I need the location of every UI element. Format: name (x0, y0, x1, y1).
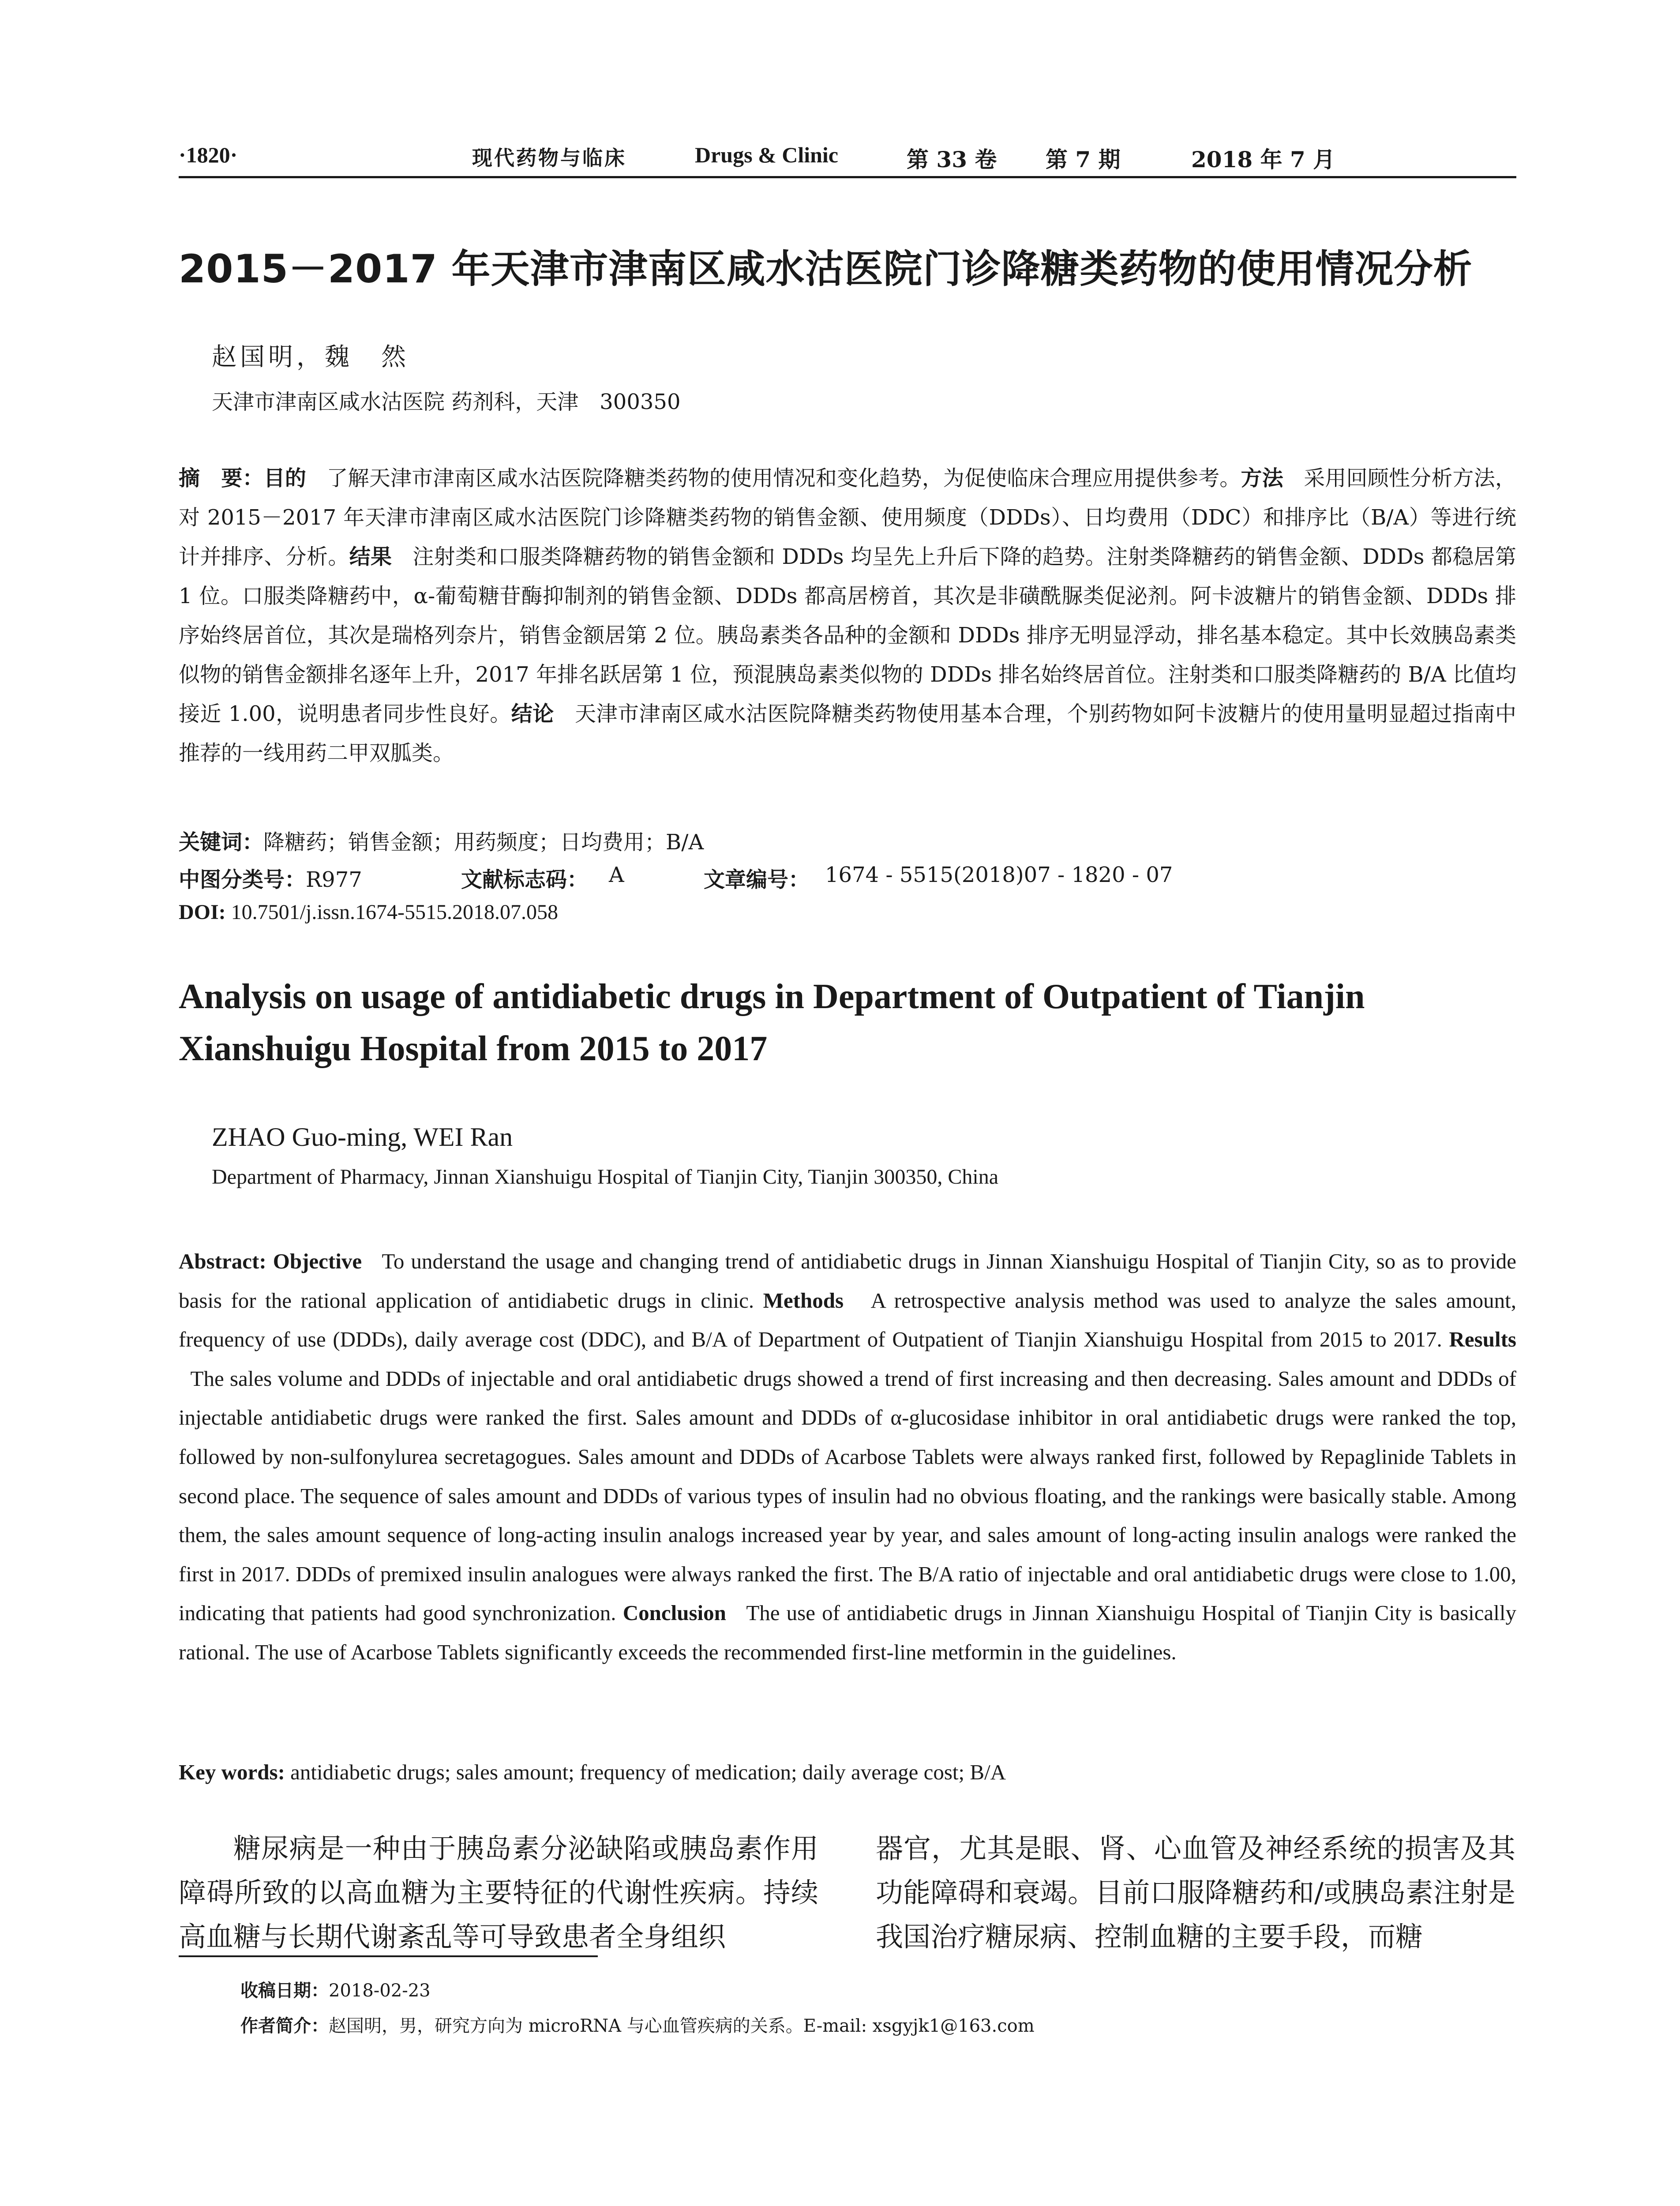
abstract-cn-methods: 采用回顾性分析方法，对 2015－2017 年天津市津南区咸水沽医院门诊降糖类药物的销售金额、使用频度（DDDs）、日均费用（DDC）和排序比（B/A）等进行统计并排序、分析。 (179, 466, 1516, 569)
journal-issue: 第 7 期 (1046, 146, 1121, 173)
journal-date: 2018 年 7 月 (1191, 146, 1335, 173)
running-header (179, 140, 1516, 176)
footnote-received (240, 1977, 431, 2002)
journal-volume: 第 33 卷 (907, 146, 997, 173)
journal-name-en: Drugs & Clinic (695, 143, 838, 167)
abstract-en-objective-label: Objective (273, 1249, 362, 1273)
abstract-en (179, 1242, 1516, 1672)
received-date: 2018-02-23 (329, 1981, 431, 2001)
doc-code-value: A (609, 863, 624, 887)
abstract-cn-objective: 了解天津市津南区咸水沽医院降糖类药物的使用情况和变化趋势，为促使临床合理应用提供参考。 (326, 466, 1241, 491)
clc-value: R977 (306, 867, 362, 892)
abstract-en-methods: A retrospective analysis method was used to analyze the sales amount, frequency of use (DDDs), daily average cost (DDC), and B/A of Department of Outpatient of Tianjin Xianshuigu Hospital from 2015 to 2017. (179, 1288, 1516, 1352)
authors-cn: 赵国明，魏 然 (212, 343, 409, 371)
abstract-cn-conclusion-label: 结论 (511, 702, 554, 726)
body-column-left: 糖尿病是一种由于胰岛素分泌缺陷或胰岛素作用障碍所致的以高血糖为主要特征的代谢性疾病。持续高血糖与长期代谢紊乱等可导致患者全身组织 (179, 1832, 818, 1953)
abstract-en-conclusion: The use of antidiabetic drugs in Jinnan Xianshuigu Hospital of Tianjin City is basically rational. The use of Acarbose Tablets significantly exceeds the recommended first-line metformin in the guidelines. (179, 1601, 1517, 1664)
abstract-cn-label: 摘 要： (179, 466, 264, 491)
keywords-cn (179, 825, 1516, 855)
journal-name-cn: 现代药物与临床 (472, 146, 626, 170)
abstract-cn-conclusion: 天津市津南区咸水沽医院降糖类药物使用基本合理，个别药物如阿卡波糖片的使用量明显超过指南中推荐的一线用药二甲双胍类。 (179, 702, 1516, 765)
doi-line (179, 900, 1516, 924)
keywords-en (179, 1760, 1516, 1785)
abstract-cn-objective-label: 目的 (263, 466, 307, 491)
abstract-en-conclusion-label: Conclusion (622, 1601, 726, 1625)
keywords-cn-label: 关键词： (179, 830, 264, 855)
abstract-en-results: The sales volume and DDDs of injectable and oral antidiabetic drugs showed a trend of first increasing and then decreasing. Sales amount and DDDs of injectable antidiabetic drugs were ranked the first. Sales amount and DDDs of α-glucosidase inhibitor in oral antidiabetic drugs were ranked the top, followed by non-sulfonylurea secretagogues. Sales amount and DDDs of Acarbose Tablets were always ranked first, followed by Repaglinide Tablets in second place. The sequence of sales amount and DDDs of various types of insulin had no obvious floating, and the rankings were basically stable. Among them, the sales amount sequence of long-acting insulin analogs increased year by year, and sales amount of long-acting insulin analogs were ranked the first in 2017. DDDs of premixed insulin analogues were always ranked the first. The B/A ratio of injectable and oral antidiabetic drugs were close to 1.00, indicating that patients had good synchronization. (179, 1366, 1516, 1625)
abstract-cn-methods-label: 方法 (1241, 466, 1283, 491)
paper-title-cn: 2015－2017 年天津市津南区咸水沽医院门诊降糖类药物的使用情况分析 (179, 246, 1473, 292)
keywords-cn-value: 降糖药；销售金额；用药频度；日均费用；B/A (263, 830, 704, 855)
received-label: 收稿日期： (240, 1981, 329, 2001)
abstract-cn (179, 459, 1516, 773)
doi-value[interactable]: 10.7501/j.issn.1674-5515.2018.07.058 (231, 900, 559, 924)
footnote-author (240, 2012, 1035, 2037)
header-rule (179, 176, 1516, 178)
article-number-label: 文章编号： (704, 867, 810, 892)
abstract-cn-results: 注射类和口服类降糖药物的销售金额和 DDDs 均呈先上升后下降的趋势。注射类降糖药的销售金额、DDDs 都稳居第 1 位。口服类降糖药中，α-葡萄糖苷酶抑制剂的销售金额、DDDs 都高居榜首，其次是非磺酰脲类促泌剂。阿卡波糖片的销售金额、DDDs 排序始终居首位，其次是瑞格列奈片，销售金额居第 2 位。胰岛素类各品种的金额和 DDDs 排序无明显浮动，排名基本稳定。其中长效胰岛素类似物的销售金额排名逐年上升，2017 年排名跃居第 1 位，预混胰岛素类似物的 DDDs 排名始终居首位。注射类和口服类降糖药的 B/A 比值均接近 1.00，说明患者同步性良好。 (179, 544, 1516, 726)
page-number: ·1820· (179, 143, 238, 167)
keywords-en-label: Key words: (179, 1760, 285, 1784)
author-bio-label: 作者简介： (240, 2016, 329, 2036)
affiliation-en: Department of Pharmacy, Jinnan Xianshuigu Hospital of Tianjin City, Tianjin 300350, China (212, 1165, 999, 1189)
doc-code-label: 文献标志码： (461, 867, 589, 892)
abstract-en-objective: To understand the usage and changing trend of antidiabetic drugs in Jinnan Xianshuigu Hospital of Tianjin City, so as to provide basis for the rational application of antidiabetic drugs in clinic. (179, 1249, 1517, 1313)
classification-line (179, 863, 1516, 893)
article-number-value: 1674 - 5515(2018)07 - 1820 - 07 (825, 863, 1173, 887)
abstract-en-methods-label: Methods (763, 1288, 844, 1313)
clc-label: 中图分类号： (179, 867, 306, 892)
authors-en: ZHAO Guo-ming, WEI Ran (212, 1122, 513, 1152)
author-bio: 赵国明，男，研究方向为 microRNA 与心血管疾病的关系。E-mail: xsgyjk1@163.com (329, 2016, 1035, 2036)
affiliation-cn: 天津市津南区咸水沽医院 药剂科，天津 300350 (212, 390, 681, 414)
body-column-right: 器官，尤其是眼、肾、心血管及神经系统的损害及其功能障碍和衰竭。目前口服降糖药和/或胰岛素注射是我国治疗糖尿病、控制血糖的主要手段，而糖 (876, 1832, 1515, 1953)
keywords-en-value: antidiabetic drugs; sales amount; frequency of medication; daily average cost; B/A (290, 1760, 1006, 1784)
abstract-cn-results-label: 结果 (349, 544, 392, 569)
doi-label: DOI: (179, 900, 226, 924)
paper-title-en: Analysis on usage of antidiabetic drugs in Department of Outpatient of Tianjin Xianshuigu Hospital from 2015 to 2017 (179, 977, 1365, 1068)
footnote-rule (179, 1955, 598, 1957)
abstract-en-label: Abstract: (179, 1249, 266, 1273)
abstract-en-results-label: Results (1449, 1327, 1517, 1352)
